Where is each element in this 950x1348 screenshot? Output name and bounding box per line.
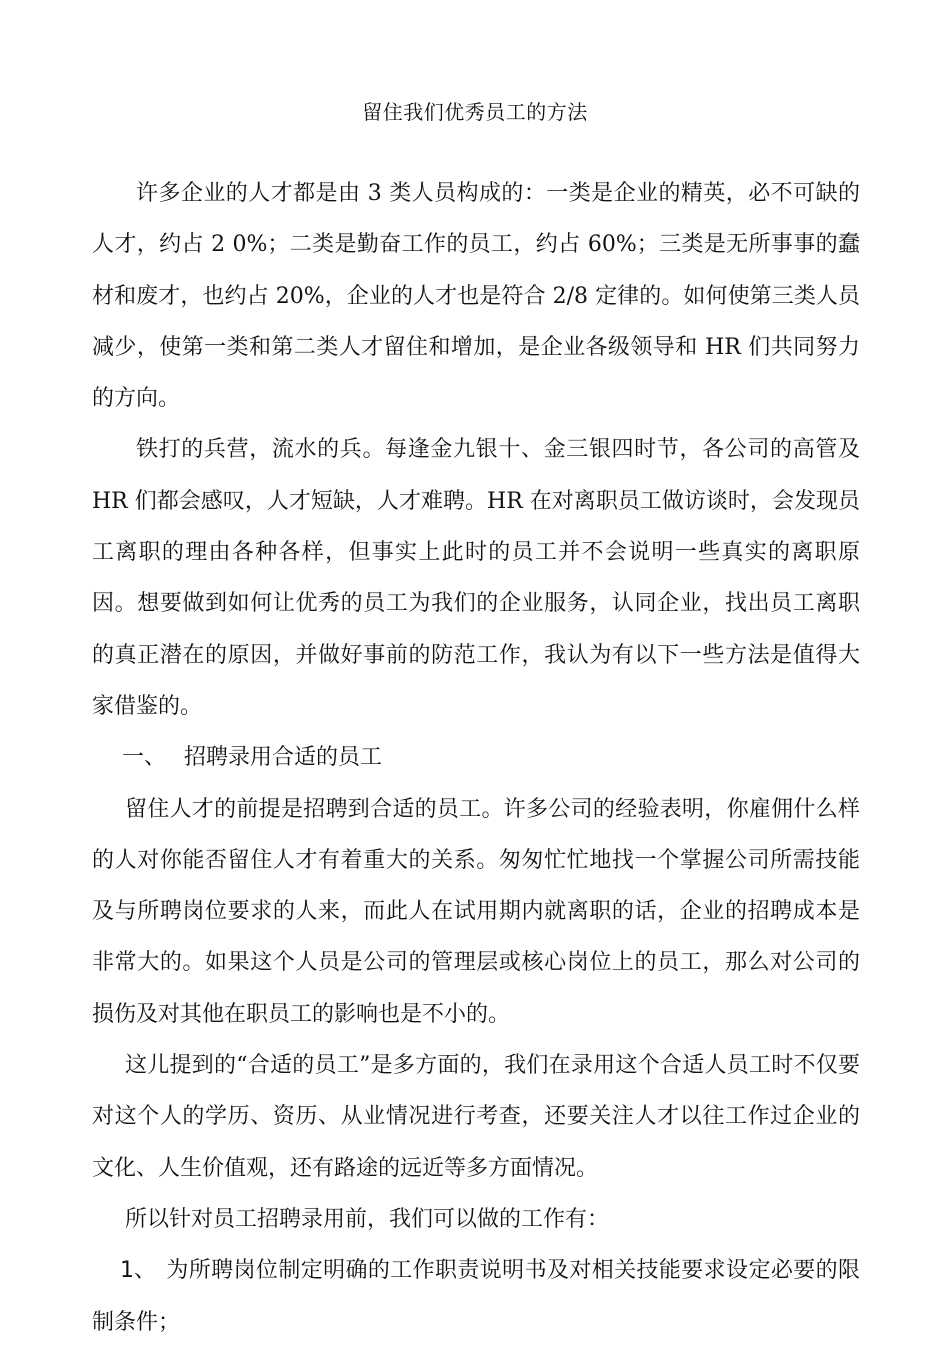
- list-item-text: 为所聘岗位制定明确的工作职责说明书及对相关技能要求设定必要的限制条件；: [92, 1258, 860, 1335]
- context-paragraph: 铁打的兵营，流水的兵。每逢金九银十、金三银四时节，各公司的高管及 HR 们都会感叹，人才短缺，人才难聘。HR 在对离职员工做访谈时，会发现员工离职的理由各种各样，但事实上此时的员工并不会说明一些真实的离职原因。想要做到如何让优秀的员工为我们的企业服务，认同企业，找出员工离职的真正潜在的原因，并做好事前的防范工作，我认为有以下一些方法是值得大家借鉴的。: [92, 437, 860, 719]
- list-item-number: 1、: [120, 1258, 156, 1284]
- list-item: [92, 1245, 860, 1348]
- section-paragraph: 所以针对员工招聘录用前，我们可以做的工作有：: [125, 1206, 610, 1232]
- section-heading: [92, 732, 860, 783]
- section-heading-text: 招聘录用合适的员工: [184, 745, 383, 771]
- section-paragraph: 留住人才的前提是招聘到合适的员工。许多公司的经验表明，你雇佣什么样的人对你能否留住人才有着重大的关系。匆匆忙忙地找一个掌握公司所需技能及与所聘岗位要求的人来，而此人在试用期内就离职的话，企业的招聘成本是非常大的。如果这个人员是公司的管理层或核心岗位上的员工，那么对公司的损伤及对其他在职员工的影响也是不小的。: [92, 796, 860, 1027]
- intro-paragraph: 许多企业的人才都是由 3 类人员构成的：一类是企业的精英，必不可缺的人才，约占 2 0%；二类是勤奋工作的员工，约占 60%；三类是无所事事的蠢材和废才，也约占 20%，企业的人才也是符合 2/8 定律的。如何使第三类人员减少，使第一类和第二类人才留住和增加，是企业各级领导和 HR 们共同努力的方向。: [92, 181, 860, 412]
- document-title: 留住我们优秀员工的方法: [362, 100, 588, 124]
- document-body: [92, 168, 860, 1348]
- section-number: 一、: [122, 745, 167, 771]
- section-paragraph: 这儿提到的“合适的员工”是多方面的，我们在录用这个合适人员工时不仅要对这个人的学历、资历、从业情况进行考查，还要关注人才以往工作过企业的文化、人生价值观，还有路途的远近等多方面情况。: [92, 1053, 860, 1181]
